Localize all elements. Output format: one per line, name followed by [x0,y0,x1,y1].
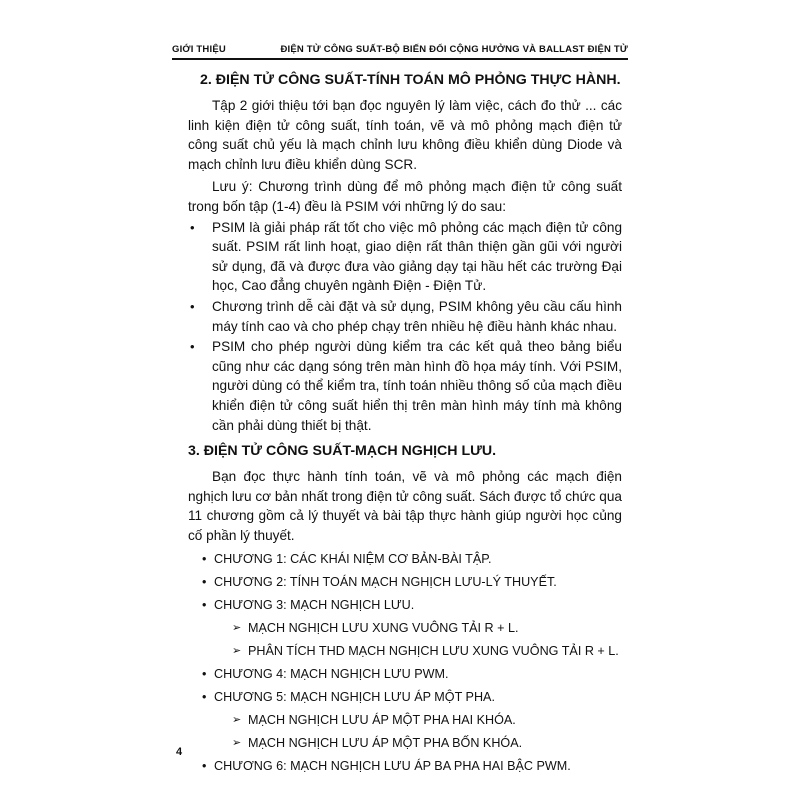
chapter-text: CHƯƠNG 3: MẠCH NGHỊCH LƯU. [214,598,415,613]
bullet-text: Chương trình dễ cài đặt và sử dụng, PSIM không yêu cầu cấu hình máy tính cao và cho phép chạy trên nhiều hệ điều hành khác nhau. [212,298,622,334]
header-rule [172,58,628,60]
bullet-icon: • [202,667,207,682]
chapter-text: CHƯƠNG 5: MẠCH NGHỊCH LƯU ÁP MỘT PHA. [214,690,495,705]
chapter-list [188,550,622,775]
bullet-icon: • [202,598,207,613]
chapter-text: CHƯƠNG 2: TÍNH TOÁN MẠCH NGHỊCH LƯU-LÝ THUYẾT. [214,575,557,590]
sub-chapter-text: MẠCH NGHỊCH LƯU XUNG VUÔNG TẢI R + L. [248,621,519,636]
page-number: 4 [176,746,183,758]
bullet-icon: • [190,219,195,235]
bullet-icon: • [190,298,195,314]
sub-chapter-item [188,711,622,729]
chapter-item [188,688,622,706]
list-item [188,218,622,296]
header-right: ĐIỆN TỬ CÔNG SUẤT-BỘ BIẾN ĐỔI CỘNG HƯỞNG VÀ BALLAST ĐIỆN TỬ [280,44,628,55]
sub-chapter-item [188,642,622,660]
chapter-item [188,757,622,775]
bullet-text: PSIM là giải pháp rất tốt cho việc mô phỏng các mạch điện tử công suất. PSIM rất linh hoạt, giao diện rất thân thiện gần gũi với người sử dụng, đã và được đưa vào giảng dạy tại hầu hết các trường Đại học, Cao đẳng chuyên ngành Điện - Điện Tử. [212,219,622,294]
section-3-paragraph-1: Bạn đọc thực hành tính toán, vẽ và mô phỏng các mạch điện nghịch lưu cơ bản nhất trong điện tử công suất. Sách được tổ chức qua 11 chương gồm cả lý thuyết và bài tập thực hành giúp người học củng cố phần lý thuyết. [188,469,622,543]
chapter-text: CHƯƠNG 1: CÁC KHÁI NIỆM CƠ BẢN-BÀI TẬP. [214,552,492,567]
chapter-item [188,550,622,568]
chapter-text: CHƯƠNG 6: MẠCH NGHỊCH LƯU ÁP BA PHA HAI BẬC PWM. [214,759,571,774]
list-item [188,297,622,336]
sub-chapter-text: PHÂN TÍCH THD MẠCH NGHỊCH LƯU XUNG VUÔNG TẢI R + L. [248,644,619,659]
section-3-heading: 3. ĐIỆN TỬ CÔNG SUẤT-MẠCH NGHỊCH LƯU. [188,443,497,460]
section-2-heading: 2. ĐIỆN TỬ CÔNG SUẤT-TÍNH TOÁN MÔ PHỎNG THỰC HÀNH. [200,72,621,88]
arrow-bullet-icon: ➢ [232,737,242,750]
arrow-bullet-icon: ➢ [232,714,242,727]
bullet-icon: • [202,552,207,567]
page-content [188,70,622,775]
arrow-bullet-icon: ➢ [232,645,242,658]
bullet-icon: • [202,759,207,774]
arrow-bullet-icon: ➢ [232,622,242,635]
bullet-text: PSIM cho phép người dùng kiểm tra các kết quả theo bảng biểu cũng như các dạng sóng trên màn hình đồ họa máy tính. Với PSIM, người dùng có thể kiểm tra, tính toán nhiều thông số của mạch điều khiển điện tử công suất hiển thị trên màn hình máy tính mà không cần phải dùng thiết bị thật. [212,339,622,433]
bullet-icon: • [190,339,195,355]
running-header [172,44,628,58]
section-2-paragraph-2: Lưu ý: Chương trình dùng để mô phỏng mạch điện tử công suất trong bốn tập (1-4) đều là PSIM với những lý do sau: [188,179,622,214]
bullet-icon: • [202,575,207,590]
sub-chapter-text: MẠCH NGHỊCH LƯU ÁP MỘT PHA HAI KHÓA. [248,713,516,728]
list-item [188,337,622,435]
chapter-item [188,596,622,614]
header-left: GIỚI THIỆU [172,44,226,55]
bullet-icon: • [202,690,207,705]
sub-chapter-text: MẠCH NGHỊCH LƯU ÁP MỘT PHA BỐN KHÓA. [248,736,523,751]
section-2-paragraph-1: Tập 2 giới thiệu tới bạn đọc nguyên lý làm việc, cách đo thử ... các linh kiện điện tử công suất, tính toán, vẽ và mô phỏng mạch điện tử công suất chủ yếu là mạch chỉnh lưu không điều khiển dùng Diode và mạch chỉnh lưu điều khiển dùng SCR. [188,98,622,172]
chapter-item [188,573,622,591]
chapter-item [188,665,622,683]
psim-reasons-list [188,218,622,436]
sub-chapter-item [188,734,622,752]
chapter-text: CHƯƠNG 4: MẠCH NGHỊCH LƯU PWM. [214,667,449,682]
sub-chapter-item [188,619,622,637]
